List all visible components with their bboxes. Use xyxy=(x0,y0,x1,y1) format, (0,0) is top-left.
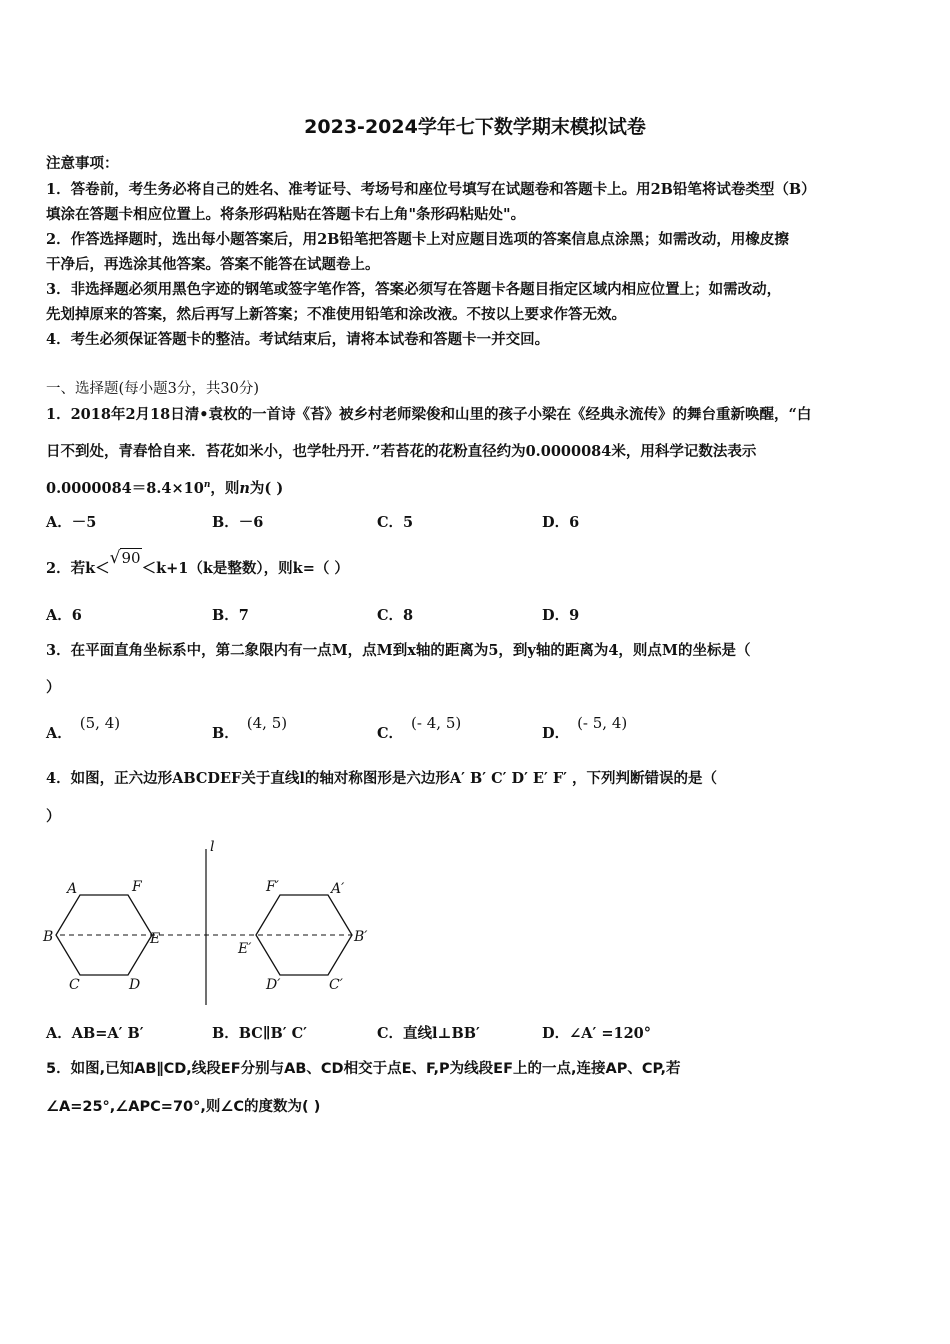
question-2-option-a[interactable]: A．6 xyxy=(46,607,82,624)
question-5-text: 5．如图,已知AB∥CD,线段EF分别与AB、CD相交于点E、F,P为线段EF上的一点,连接AP、CP,若 xyxy=(46,1061,681,1077)
section-heading: 一、选择题(每小题3分，共30分) xyxy=(46,381,259,397)
question-4-text: 4．如图，正六边形ABCDEF关于直线l的轴对称图形是六边形A′ B′ C′ D′ E′ F′ ，下列判断错误的是（ xyxy=(46,770,718,787)
sqrt-expression xyxy=(110,549,142,567)
text: ，则 xyxy=(210,480,240,497)
option-label: A． xyxy=(46,725,72,742)
vertex-label-d: D xyxy=(129,977,141,993)
question-4-option-b[interactable]: B．BC∥B′ C′ xyxy=(212,1025,307,1042)
question-3-option-b[interactable] xyxy=(212,714,288,743)
vertex-label-f-prime: F′ xyxy=(266,879,279,895)
notice-line: 填涂在答题卡相应位置上。将条形码粘贴在答题卡右上角"条形码粘贴处"。 xyxy=(46,206,526,223)
question-1-option-c[interactable]: C．5 xyxy=(377,514,414,531)
question-1-text: 日不到处，青春恰自来．苔花如米小，也学牡丹开．”若苔花的花粉直径约为0.0000084米，用科学记数法表示 xyxy=(46,443,757,460)
question-3-text: 3．在平面直角坐标系中，第二象限内有一点M，点M到x轴的距离为5，到y轴的距离为4，则点M的坐标是（ xyxy=(46,642,751,659)
vertex-label-a-prime: A′ xyxy=(331,881,345,897)
vertex-label-c: C xyxy=(69,977,80,993)
notice-line: 2．作答选择题时，选出每小题答案后，用2B铅笔把答题卡上对应题目选项的答案信息点涂黑；如需改动，用橡皮擦 xyxy=(46,231,789,248)
vertex-label-f: F xyxy=(132,879,142,895)
question-4-option-d[interactable]: D．∠A′ =120° xyxy=(542,1025,652,1042)
option-value: (5, 4) xyxy=(79,714,121,732)
notice-line: 4．考生必须保证答题卡的整洁。考试结束后，请将本试卷和答题卡一并交回。 xyxy=(46,331,550,348)
question-3-option-c[interactable] xyxy=(377,714,462,743)
option-label: D． xyxy=(542,725,570,742)
variable: n xyxy=(239,480,250,497)
question-4-text: ） xyxy=(46,808,61,825)
axis-line-label: l xyxy=(210,839,215,855)
question-3-option-d[interactable] xyxy=(542,714,628,743)
question-4-option-a[interactable]: A．AB=A′ B′ xyxy=(46,1025,144,1042)
text: 2．若k＜ xyxy=(46,560,110,577)
question-3-option-a[interactable] xyxy=(46,714,121,743)
question-2-text xyxy=(46,548,916,578)
notice-line: 3．非选择题必须用黑色字迹的钢笔或签字笔作答，答案必须写在答题卡各题目指定区域内相应位置上；如需改动， xyxy=(46,281,782,298)
question-4-option-c[interactable]: C．直线l⊥BB′ xyxy=(377,1025,480,1042)
option-label: C． xyxy=(377,725,404,742)
radicand: 90 xyxy=(121,549,141,567)
question-1-option-a[interactable]: A．－5 xyxy=(46,514,97,531)
notice-line: 先划掉原来的答案，然后再写上新答案；不准使用铅笔和涂改液。不按以上要求作答无效。 xyxy=(46,306,626,323)
vertex-label-d-prime: D′ xyxy=(266,977,281,993)
notice-line: 干净后，再选涂其他答案。答案不能答在试题卷上。 xyxy=(46,256,380,273)
vertex-label-e: E xyxy=(150,931,161,947)
page-title: 2023-2024学年七下数学期末模拟试卷 xyxy=(304,116,646,138)
text: ＜k+1（k是整数），则k=（ ） xyxy=(141,560,349,577)
exponent: n xyxy=(203,480,211,491)
sqrt-sign: √ xyxy=(109,548,121,568)
question-2-option-b[interactable]: B．7 xyxy=(212,607,249,624)
question-1-option-b[interactable]: B．－6 xyxy=(212,514,264,531)
notice-heading: 注意事项： xyxy=(46,155,119,172)
question-3-text: ） xyxy=(46,679,61,696)
sci-notation: 0.0000084＝8.4×10 xyxy=(46,480,204,497)
question-1-option-d[interactable]: D．6 xyxy=(542,514,580,531)
question-1-text xyxy=(46,477,916,498)
hexagon-reflection-figure xyxy=(40,835,380,1010)
notice-line: 1．答卷前，考生务必将自己的姓名、准考证号、考场号和座位号填写在试题卷和答题卡上。用2B铅笔将试卷类型（B） xyxy=(46,181,816,198)
option-label: B． xyxy=(212,725,239,742)
vertex-label-e-prime: E′ xyxy=(238,941,252,957)
question-1-text: 1．2018年2月18日清•袁枚的一首诗《苔》被乡村老师梁俊和山里的孩子小梁在《经典永流传》的舞台重新唤醒，“白 xyxy=(46,406,812,423)
option-value: (- 5, 4) xyxy=(577,714,628,732)
vertex-label-b: B xyxy=(43,929,54,945)
vertex-label-a: A xyxy=(67,881,78,897)
question-5-text: ∠A=25°,∠APC=70°,则∠C的度数为( ) xyxy=(46,1099,321,1115)
question-2-option-c[interactable]: C．8 xyxy=(377,607,414,624)
vertex-label-b-prime: B′ xyxy=(354,929,368,945)
option-value: (- 4, 5) xyxy=(411,714,462,732)
vertex-label-c-prime: C′ xyxy=(329,977,343,993)
text: 为( ) xyxy=(249,480,284,497)
question-2-option-d[interactable]: D．9 xyxy=(542,607,580,624)
option-value: (4, 5) xyxy=(246,714,288,732)
